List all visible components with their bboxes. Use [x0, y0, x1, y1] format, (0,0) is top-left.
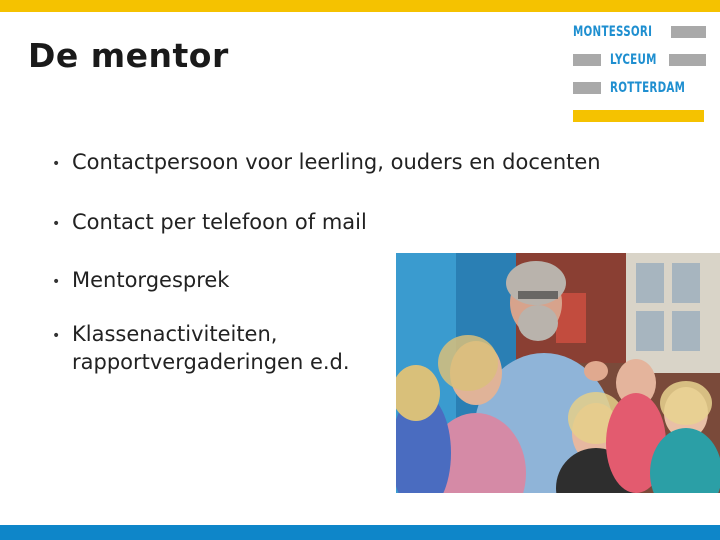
bullet-text: Mentorgesprek — [72, 268, 230, 292]
bullet-text: Klassenactiviteiten, — [72, 322, 278, 346]
slide-title: De mentor — [28, 36, 229, 75]
logo-yellow-bar — [573, 110, 704, 122]
bullet-dot-icon: • — [52, 156, 61, 172]
logo-gray-block — [671, 26, 706, 38]
bullet-continuation: rapportvergaderingen e.d. — [72, 350, 350, 374]
bottom-accent-bar — [0, 525, 720, 540]
logo-line-1: MONTESSORI — [573, 24, 653, 40]
logo-line-2: LYCEUM — [610, 52, 657, 68]
bullet-text: Contactpersoon voor leerling, ouders en docenten — [72, 150, 601, 174]
top-accent-bar — [0, 0, 720, 12]
bullet-dot-icon: • — [52, 328, 61, 344]
school-logo — [570, 24, 708, 124]
logo-gray-block — [573, 54, 601, 66]
logo-gray-block — [669, 54, 706, 66]
mentor-group-photo — [396, 253, 720, 493]
bullet-dot-icon: • — [52, 274, 61, 290]
logo-line-3: ROTTERDAM — [610, 80, 686, 96]
logo-gray-block — [573, 82, 601, 94]
bullet-text: Contact per telefoon of mail — [72, 210, 367, 234]
bullet-dot-icon: • — [52, 216, 61, 232]
